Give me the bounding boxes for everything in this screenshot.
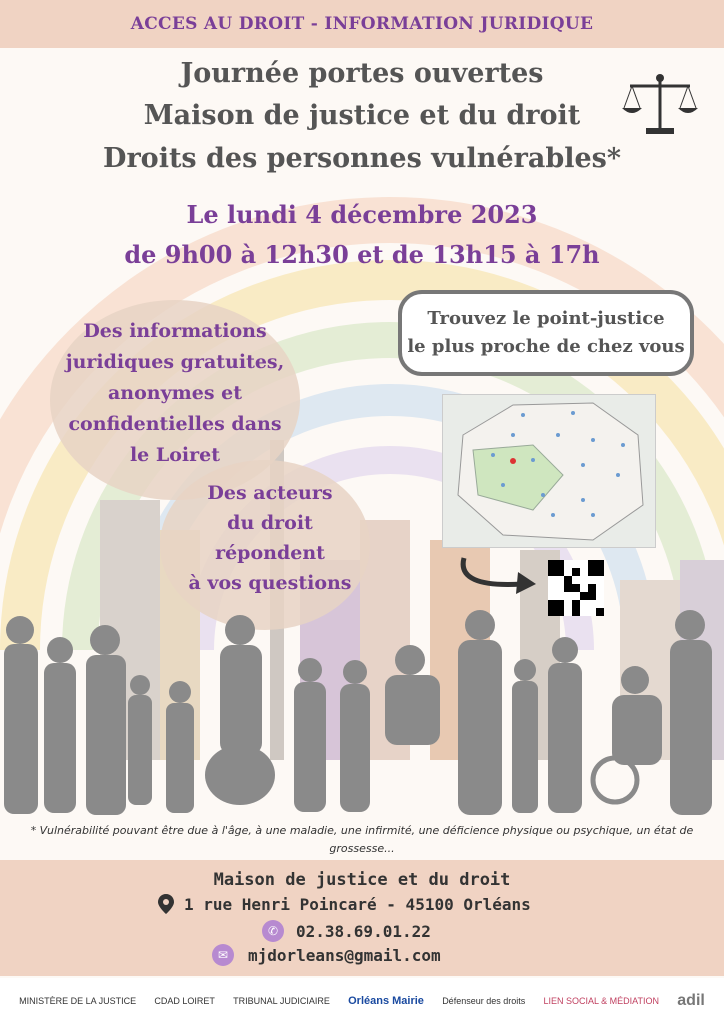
- email-icon: ✉: [212, 944, 234, 966]
- point-justice-line-2: le plus proche de chez vous: [407, 336, 685, 357]
- point-justice-line-1: Trouvez le point-justice: [427, 308, 665, 329]
- info-line: Des informations: [83, 320, 267, 342]
- logo-lien-social: LIEN SOCIAL & MÉDIATION: [543, 996, 660, 1006]
- actors-bubble-text: [165, 478, 375, 598]
- title-line-1: Journée portes ouvertes: [180, 58, 544, 89]
- point-justice-box: [398, 290, 694, 376]
- top-banner: [0, 0, 724, 48]
- info-line: le Loiret: [129, 444, 221, 466]
- curved-arrow-icon: [452, 548, 542, 598]
- banner-text: ACCES AU DROIT - INFORMATION JURIDIQUE: [130, 14, 594, 34]
- contact-address: 1 rue Henri Poincaré - 45100 Orléans: [184, 894, 531, 914]
- contact-name: Maison de justice et du droit: [213, 870, 511, 890]
- phone-icon: ✆: [262, 920, 284, 942]
- actors-line: répondent: [215, 542, 325, 564]
- actors-line: du droit: [227, 512, 313, 534]
- footnote: * Vulnérabilité pouvant être due à l'âge, à une maladie, une infirmité, une déficience physique ou psychique, un état de grossesse...: [30, 824, 694, 855]
- info-line: confidentielles dans: [68, 413, 282, 435]
- address-row: [158, 894, 531, 914]
- phone-row: [262, 920, 431, 942]
- contact-phone[interactable]: 02.38.69.01.22: [296, 921, 431, 941]
- logo-orleans-mairie: Orléans Mairie: [348, 995, 424, 1007]
- logo-tribunal-judiciaire: TRIBUNAL JUDICIAIRE: [233, 996, 330, 1006]
- map-drawing: [443, 395, 655, 547]
- event-date: Le lundi 4 décembre 2023: [186, 200, 538, 229]
- logo-adil: adil: [677, 992, 705, 1009]
- contact-email[interactable]: mjdorleans@gmail.com: [248, 945, 441, 965]
- actors-line: à vos questions: [188, 572, 352, 594]
- location-pin-icon: [158, 894, 174, 914]
- email-row: [212, 944, 441, 966]
- logo-ministere-justice: MINISTÈRE DE LA JUSTICE: [19, 996, 137, 1006]
- partner-logos: [0, 978, 724, 1024]
- info-line: juridiques gratuites,: [65, 351, 285, 373]
- loiret-map[interactable]: [442, 394, 656, 548]
- title-line-3: Droits des personnes vulnérables*: [103, 143, 621, 174]
- logo-defenseur-droits: Défenseur des droits: [442, 996, 526, 1006]
- event-hours: de 9h00 à 12h30 et de 13h15 à 17h: [124, 240, 600, 269]
- title-line-2: Maison de justice et du droit: [143, 100, 581, 131]
- info-line: anonymes et: [107, 382, 243, 404]
- info-bubble-text: [40, 316, 310, 471]
- logo-cdad-loiret: CDAD LOIRET: [154, 996, 215, 1006]
- people-silhouettes: [0, 600, 724, 820]
- actors-line: Des acteurs: [207, 482, 333, 504]
